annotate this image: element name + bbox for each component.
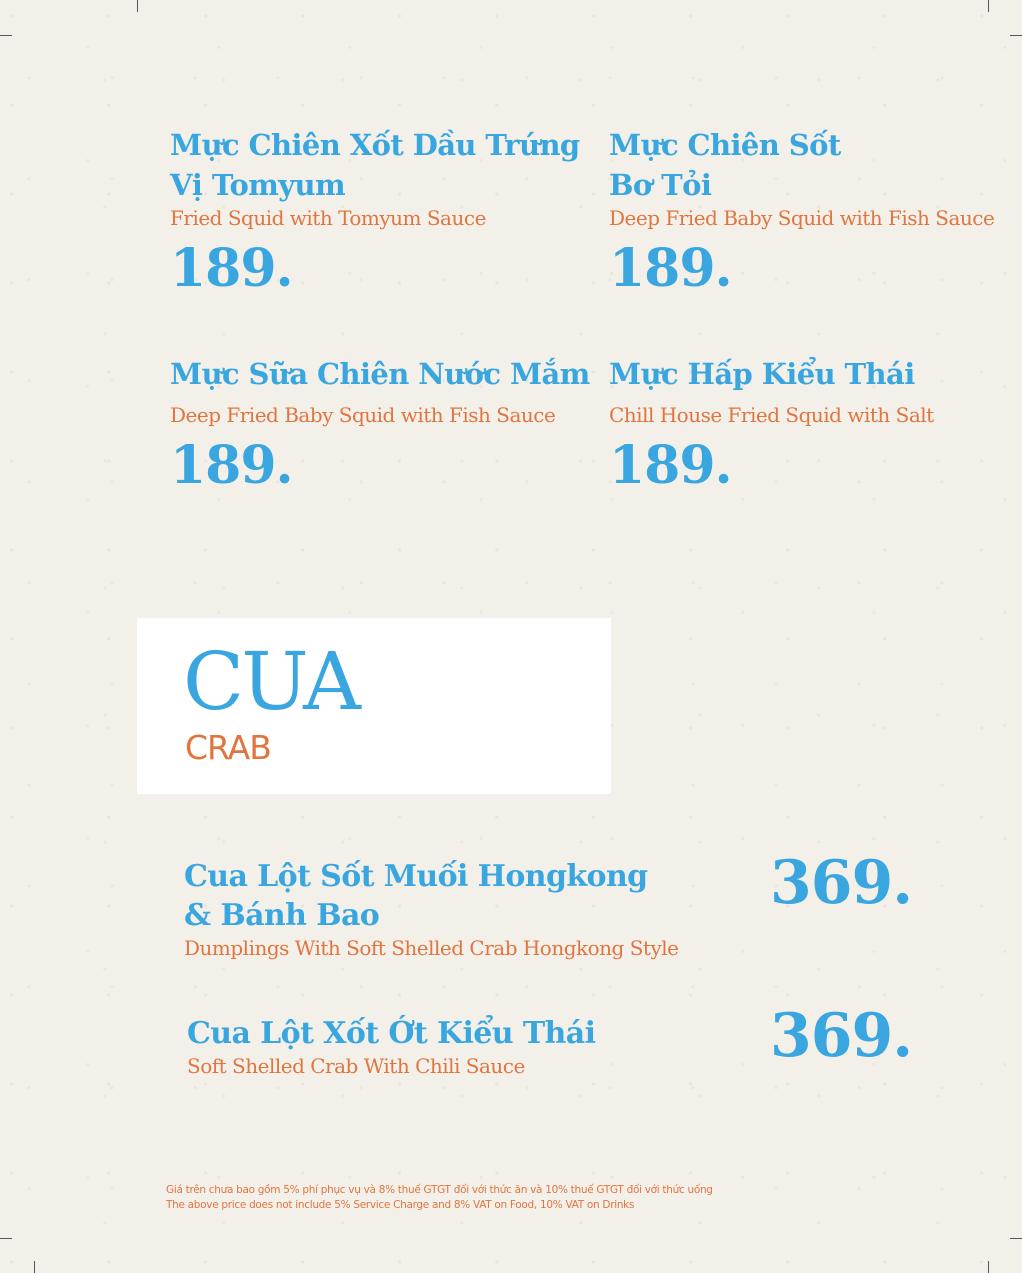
dish-price: 369. [770,848,913,918]
dish-price: 369. [770,1001,913,1071]
dish-name: Cua Lột Sốt Muối Hongkong & Bánh Bao [184,859,648,933]
dish-name: Mực Hấp Kiểu Thái [609,357,915,391]
menu-item [609,125,994,299]
dish-description: Dumplings With Soft Shelled Crab Hongkong Style [184,936,679,960]
dish-description: Deep Fried Baby Squid with Fish Sauce [170,403,556,427]
price-note [166,1183,713,1213]
crop-mark [988,1261,989,1273]
crop-mark [137,0,138,12]
dish-price: 189. [170,435,293,496]
menu-item [187,1014,595,1079]
crop-mark [34,1261,35,1273]
dish-name: Mực Chiên Xốt Dầu Trứng Vị Tomyum [170,128,580,202]
crop-mark [0,35,12,36]
price-note-vi: Giá trên chưa bao gồm 5% phí phục vụ và 8% thuế GTGT đối với thức ăn và 10% thuế GTGT đối với thức uống [166,1184,713,1196]
crop-mark [988,0,989,12]
dish-name: Cua Lột Xốt Ớt Kiểu Thái [187,1016,596,1051]
dish-name: Mực Sữa Chiên Nước Mắm [170,357,590,391]
menu-item [609,354,934,496]
dish-description: Fried Squid with Tomyum Sauce [170,206,486,230]
section-header [137,618,611,794]
dish-description: Chill House Fried Squid with Salt [609,403,934,427]
crop-mark [1010,35,1022,36]
dish-price: 189. [609,435,732,496]
section-subtitle: CRAB [185,728,271,767]
dish-description: Soft Shelled Crab With Chili Sauce [187,1054,525,1078]
menu-item [170,354,590,496]
menu-item [170,125,580,299]
dish-price: 189. [170,238,293,299]
menu-item [184,857,679,961]
dish-description: Deep Fried Baby Squid with Fish Sauce [609,206,995,230]
crop-mark [1010,1238,1022,1239]
price-note-en: The above price does not include 5% Service Charge and 8% VAT on Food, 10% VAT on Drinks [166,1199,635,1211]
dish-price: 189. [609,238,732,299]
dish-name: Mực Chiên Sốt Bơ Tỏi [609,128,841,202]
section-title: CUA [183,635,358,728]
crop-mark [0,1238,12,1239]
